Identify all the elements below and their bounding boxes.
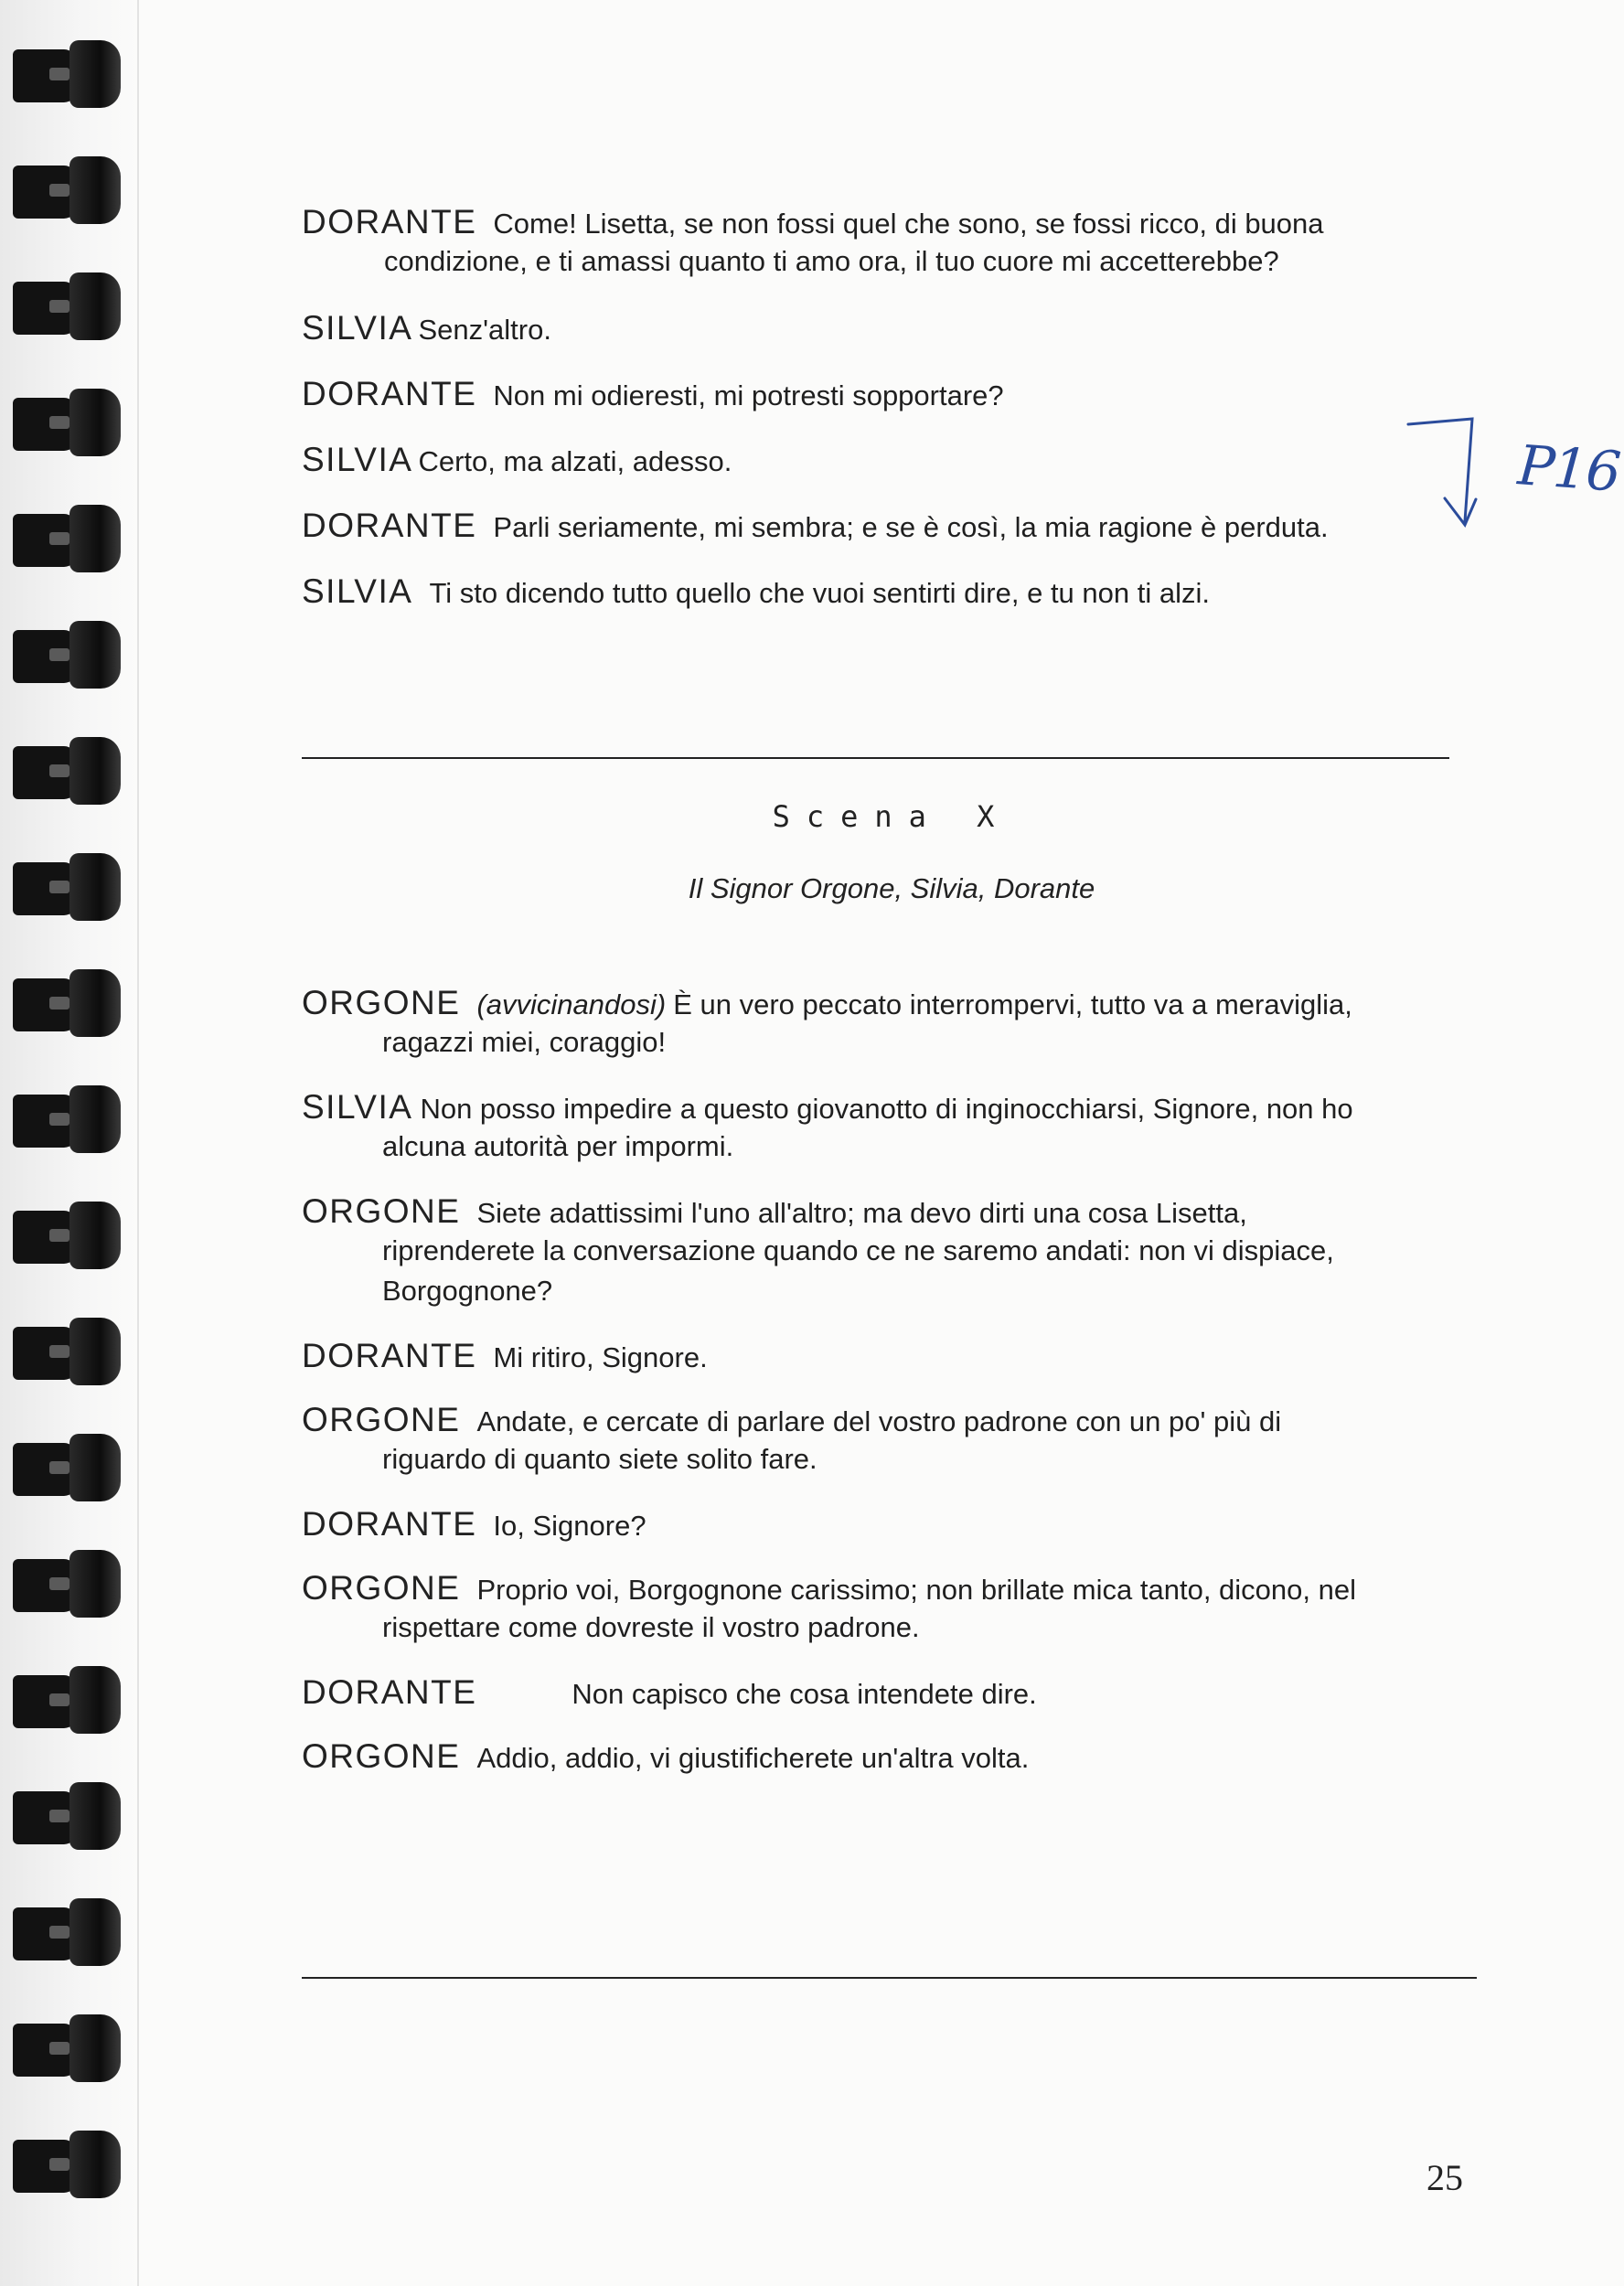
speech-line: Proprio voi, Borgognone carissimo; non brillate mica tanto, dicono, nel — [476, 1574, 1356, 1606]
binding-ring — [13, 1085, 121, 1153]
scene-dialogue — [302, 984, 1481, 1807]
spiral-binding — [0, 0, 137, 2286]
speech-line: Mi ritiro, Signore. — [493, 1341, 708, 1373]
speech-dorante-3 — [302, 507, 1481, 545]
speaker-name: SILVIA — [302, 441, 413, 478]
speaker-name: ORGONE — [302, 984, 461, 1021]
speech-line: riguardo di quanto siete solito fare. — [382, 1443, 817, 1475]
speech-silvia-2 — [302, 441, 1481, 479]
stage-direction: (avvicinandosi) — [476, 988, 667, 1020]
speech-line: Parli seriamente, mi sembra; e se è così, la mia ragione è perduta. — [493, 511, 1329, 543]
speaker-name: DORANTE — [302, 1673, 477, 1711]
scene-cast: Il Signor Orgone, Silvia, Dorante — [688, 872, 1095, 904]
speaker-name: DORANTE — [302, 1337, 477, 1374]
speech-line: Andate, e cercate di parlare del vostro padrone con un po' più di — [476, 1405, 1282, 1437]
speech-orgone-3 — [302, 1401, 1481, 1479]
handwritten-note: P16 — [1515, 433, 1622, 505]
scene-title: Scena X — [772, 799, 1011, 834]
binding-ring — [13, 1898, 121, 1966]
speech-line: Non capisco che cosa intendete dire. — [572, 1678, 1037, 1710]
speaker-name: ORGONE — [302, 1192, 461, 1230]
speech-line: Siete adattissimi l'uno all'altro; ma devo dirti una cosa Lisetta, — [476, 1197, 1247, 1229]
binding-ring — [13, 1782, 121, 1850]
speech-line: Ti sto dicendo tutto quello che vuoi sentirti dire, e tu non ti alzi. — [429, 577, 1210, 609]
binding-ring — [13, 621, 121, 689]
speech-line: condizione, e ti amassi quanto ti amo ora, il tuo cuore mi accetterebbe? — [384, 245, 1279, 277]
binding-ring — [13, 1666, 121, 1734]
page-number: 25 — [1426, 2157, 1463, 2198]
speech-line: Addio, addio, vi giustificherete un'altra volta. — [476, 1742, 1030, 1774]
speaker-name: DORANTE — [302, 1505, 477, 1543]
speech-orgone-2 — [302, 1192, 1481, 1311]
speech-silvia-3 — [302, 572, 1481, 611]
speech-line: Non posso impedire a questo giovanotto di inginocchiarsi, Signore, non ho — [420, 1093, 1353, 1125]
binding-ring — [13, 505, 121, 572]
speech-line: Senz'altro. — [418, 314, 551, 346]
speech-dorante-6 — [302, 1673, 1481, 1712]
binding-ring — [13, 853, 121, 921]
speaker-name: SILVIA — [302, 572, 413, 610]
binding-ring — [13, 40, 121, 108]
speech-line: Io, Signore? — [493, 1510, 646, 1542]
page-edge — [137, 0, 139, 2286]
speech-line: È un vero peccato interrompervi, tutto va a meraviglia, — [673, 988, 1352, 1020]
speech-line: Come! Lisetta, se non fossi quel che sono, se fossi ricco, di buona — [493, 208, 1324, 240]
binding-ring — [13, 2014, 121, 2082]
binding-ring — [13, 1318, 121, 1385]
speaker-name: SILVIA — [302, 309, 413, 347]
speaker-name: SILVIA — [302, 1088, 413, 1126]
speech-orgone-5 — [302, 1737, 1481, 1776]
speech-line: Certo, ma alzati, adesso. — [418, 445, 732, 477]
speech-line: ragazzi miei, coraggio! — [382, 1026, 667, 1058]
binding-ring — [13, 737, 121, 805]
speaker-name: ORGONE — [302, 1737, 461, 1775]
speaker-name: ORGONE — [302, 1401, 461, 1438]
speech-line: riprenderete la conversazione quando ce ne saremo andati: non vi dispiace, — [382, 1234, 1334, 1266]
dialogue-before-scene — [302, 203, 1481, 642]
speech-line: rispettare come dovreste il vostro padrone. — [382, 1611, 920, 1643]
divider-top — [302, 757, 1449, 759]
speaker-name: DORANTE — [302, 507, 477, 544]
binding-ring — [13, 156, 121, 224]
binding-ring — [13, 1550, 121, 1618]
speech-orgone-4 — [302, 1569, 1481, 1648]
speech-line: Borgognone? — [382, 1275, 553, 1307]
speech-silvia-1 — [302, 309, 1481, 347]
divider-bottom — [302, 1977, 1477, 1979]
speaker-name: DORANTE — [302, 375, 477, 412]
speech-dorante-5 — [302, 1505, 1481, 1544]
speaker-name: ORGONE — [302, 1569, 461, 1607]
speech-silvia-4 — [302, 1088, 1481, 1167]
speaker-name: DORANTE — [302, 203, 477, 240]
binding-ring — [13, 272, 121, 340]
speech-line: alcuna autorità per impormi. — [382, 1130, 734, 1162]
binding-ring — [13, 1202, 121, 1269]
speech-line: Non mi odieresti, mi potresti sopportare? — [493, 379, 1004, 411]
binding-ring — [13, 389, 121, 456]
binding-ring — [13, 969, 121, 1037]
speech-dorante-2 — [302, 375, 1481, 413]
speech-dorante-4 — [302, 1337, 1481, 1375]
binding-ring — [13, 2131, 121, 2198]
binding-ring — [13, 1434, 121, 1501]
speech-orgone-1 — [302, 984, 1481, 1063]
speech-dorante-1 — [302, 203, 1481, 282]
